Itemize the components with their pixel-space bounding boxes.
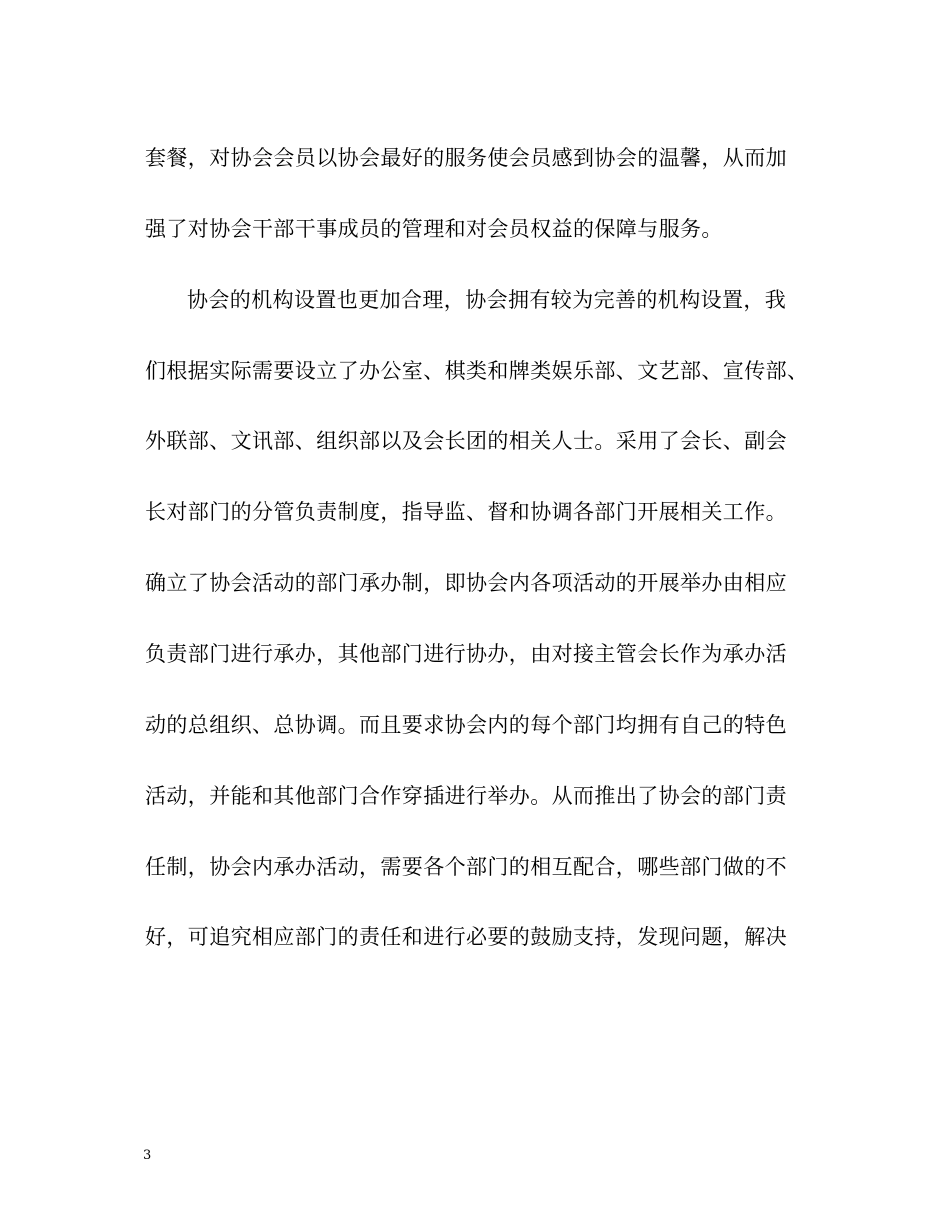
body-text-line: 活动，并能和其他部门合作穿插进行举办。从而推出了协会的部门责 bbox=[145, 784, 787, 808]
body-text-line: 好，可追究相应部门的责任和进行必要的鼓励支持，发现问题，解决 bbox=[145, 925, 787, 949]
body-text-line: 确立了协会活动的部门承办制，即协会内各项活动的开展举办由相应 bbox=[145, 571, 787, 595]
paragraph-first-line: 协会的机构设置也更加合理，协会拥有较为完善的机构设置，我 bbox=[187, 288, 787, 312]
body-text-line: 们根据实际需要设立了办公室、棋类和牌类娱乐部、文艺部、宣传部、 bbox=[145, 359, 809, 383]
body-text-line: 强了对协会干部干事成员的管理和对会员权益的保障与服务。 bbox=[145, 217, 723, 241]
body-text-line: 外联部、文讯部、组织部以及会长团的相关人士。采用了会长、副会 bbox=[145, 429, 787, 453]
body-text-line: 动的总组织、总协调。而且要求协会内的每个部门均拥有自己的特色 bbox=[145, 713, 787, 737]
page-number: 3 bbox=[143, 1148, 152, 1163]
body-text-line: 负责部门进行承办，其他部门进行协办，由对接主管会长作为承办活 bbox=[145, 642, 787, 666]
body-text-line: 套餐，对协会会员以协会最好的服务使会员感到协会的温馨，从而加 bbox=[145, 146, 787, 170]
body-text-line: 长对部门的分管负责制度，指导监、督和协调各部门开展相关工作。 bbox=[145, 500, 787, 524]
body-text-line: 任制，协会内承办活动，需要各个部门的相互配合，哪些部门做的不 bbox=[145, 855, 787, 879]
